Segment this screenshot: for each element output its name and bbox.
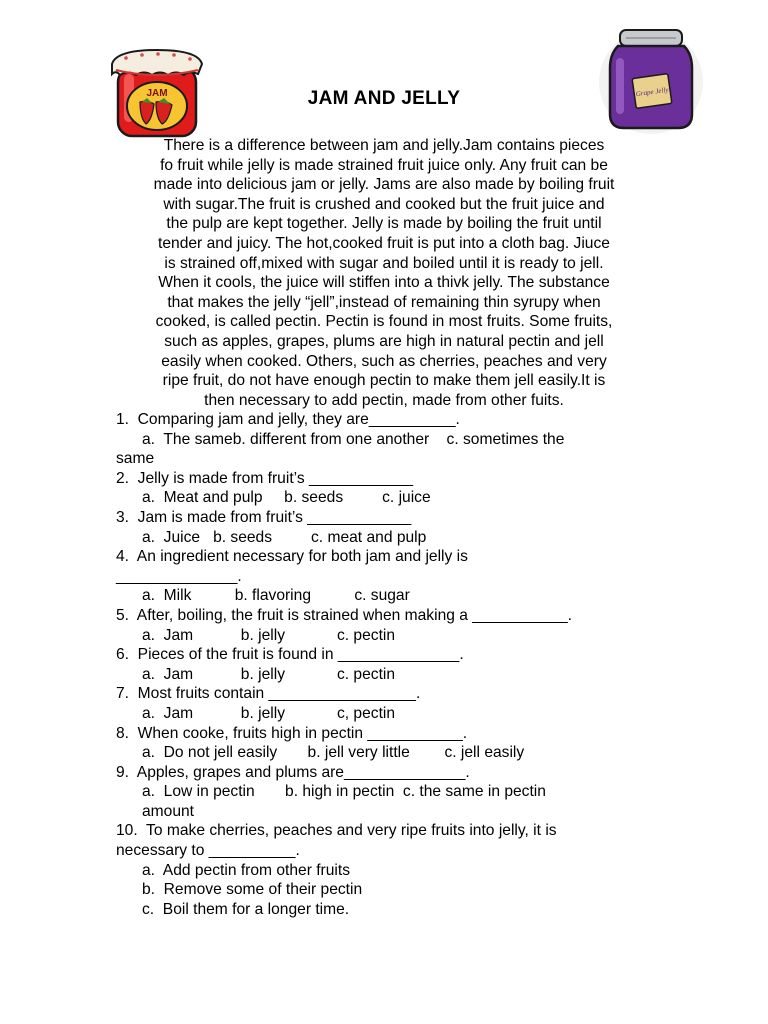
question-text: 2. Jelly is made from fruit’s ____________ (116, 469, 414, 487)
answer-option-line: a. Juice b. seeds c. meat and pulp (142, 528, 427, 546)
passage-line: made into delicious jam or jelly. Jams are also made by boiling fruit (153, 176, 615, 194)
passage-line: easily when cooked. Others, such as cherries, peaches and very (161, 352, 607, 370)
passage-line: is strained off,mixed with sugar and boiled until it is ready to jell. (164, 254, 604, 272)
question-text: 4. An ingredient necessary for both jam and jelly is (116, 548, 468, 566)
passage-line: When it cools, the juice will stiffen into a thivk jelly. The substance (158, 274, 610, 292)
question-list (116, 410, 656, 919)
question-text: 7. Most fruits contain _________________. (116, 685, 421, 703)
answer-option-line: b. Remove some of their pectin (142, 881, 363, 899)
jam-label-text: JAM (146, 88, 168, 99)
answer-option-line: a. Add pectin from other fruits (142, 861, 351, 879)
question-text: 9. Apples, grapes and plums are______________. (116, 763, 470, 781)
answer-option-line: a. Jam b. jelly c. pectin (142, 665, 396, 683)
passage-line: cooked, is called pectin. Pectin is found in most fruits. Some fruits, (155, 313, 613, 331)
passage-line: fo fruit while jelly is made strained fruit juice only. Any fruit can be (160, 156, 608, 174)
answer-option-line: a. Jam b. jelly c. pectin (142, 626, 396, 644)
answer-option-line: a. Meat and pulp b. seeds c. juice (142, 489, 431, 507)
answer-option-line: necessary to __________. (116, 842, 300, 860)
reading-passage (112, 136, 656, 410)
answer-option-line: a. Low in pectin b. high in pectin c. the same in pectin (142, 783, 546, 801)
answer-option-line: same (116, 450, 155, 468)
answer-option-line: a. The sameb. different from one another c. sometimes the (142, 430, 565, 448)
answer-option-line: a. Do not jell easily b. jell very little c. jell easily (142, 744, 525, 762)
answer-option-line: amount (142, 802, 195, 820)
grape-jelly-label-text: Grape Jelly (635, 85, 669, 99)
passage-line: such as apples, grapes, plums are high in natural pectin and jell (164, 332, 604, 350)
passage-line: tender and juicy. The hot,cooked fruit is put into a cloth bag. Jiuce (158, 234, 610, 252)
passage-line: ripe fruit, do not have enough pectin to make them jell easily.It is (162, 372, 606, 390)
answer-option-line: a. Jam b. jelly c, pectin (142, 704, 396, 722)
answer-option-line: a. Milk b. flavoring c. sugar (142, 587, 410, 605)
passage-line: that makes the jelly “jell”,instead of remaining thin syrupy when (167, 293, 601, 311)
answer-option-line: ______________. (116, 567, 242, 585)
answer-option-line: c. Boil them for a longer time. (142, 900, 350, 918)
grape-jelly-jar-illustration (596, 24, 706, 134)
question-text: 3. Jam is made from fruit’s ____________ (116, 508, 412, 526)
question-text: 10. To make cherries, peaches and very ripe fruits into jelly, it is (116, 822, 557, 840)
passage-line: with sugar.The fruit is crushed and cooked but the fruit juice and (163, 195, 605, 213)
passage-line: There is a difference between jam and jelly.Jam contains pieces (163, 137, 605, 154)
question-text: 5. After, boiling, the fruit is strained when making a ___________. (116, 606, 572, 624)
passage-line: then necessary to add pectin, made from other fuits. (204, 391, 564, 409)
page-title: JAM AND JELLY (307, 88, 461, 109)
passage-line: the pulp are kept together. Jelly is made by boiling the fruit until (166, 215, 602, 233)
question-text: 8. When cooke, fruits high in pectin ___________. (116, 724, 468, 742)
question-text: 6. Pieces of the fruit is found in ______________. (116, 646, 464, 664)
question-text: 1. Comparing jam and jelly, they are__________. (116, 411, 460, 428)
